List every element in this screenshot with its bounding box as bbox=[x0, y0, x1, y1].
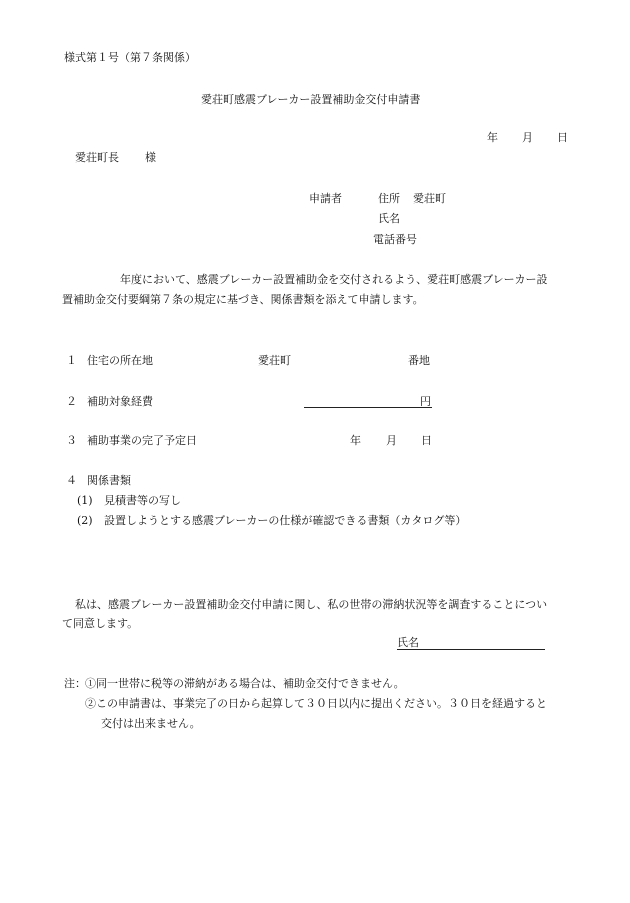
item-4-sub-2-text: 設置しようとする感震ブレーカーの仕様が確認できる書類（カタログ等） bbox=[104, 514, 467, 527]
item-3-year: 年 bbox=[350, 434, 361, 447]
date-month-label: 月 bbox=[522, 131, 533, 144]
form-number: 様式第１号（第７条関係） bbox=[64, 51, 196, 64]
intro-line-2: 置補助金交付要綱第７条の規定に基づき、関係書類を添えて申請します。 bbox=[62, 293, 424, 306]
consent-name-label: 氏名 bbox=[397, 636, 419, 649]
item-1-suffix: 番地 bbox=[408, 354, 430, 367]
note-2-continued: 交付は出来ません。 bbox=[101, 717, 201, 730]
item-4-number: ４ bbox=[66, 474, 77, 487]
applicant-label: 申請者 bbox=[309, 192, 342, 205]
consent-line-1: 私は、感震ブレーカー設置補助金交付申請に関し、私の世帯の滞納状況等を調査することについ bbox=[75, 598, 548, 611]
applicant-name-label: 氏名 bbox=[378, 212, 400, 225]
applicant-phone-label: 電話番号 bbox=[373, 233, 417, 246]
form-title: 愛荘町感震ブレーカー設置補助金交付申請書 bbox=[201, 93, 421, 106]
item-1-label: 住宅の所在地 bbox=[87, 354, 153, 367]
note-2: ②この申請書は、事業完了の日から起算して３０日以内に提出ください。３０日を経過すると bbox=[85, 697, 547, 710]
item-2-unit: 円 bbox=[420, 395, 431, 408]
item-4-sub-2-number: (2) bbox=[77, 514, 93, 527]
item-4-sub-1-text: 見積書等の写し bbox=[104, 494, 181, 507]
date-day-label: 日 bbox=[557, 131, 568, 144]
intro-line-1: 年度において、感震ブレーカー設置補助金を交付されるよう、愛荘町感震ブレーカー設 bbox=[120, 273, 548, 286]
applicant-address-value: 愛荘町 bbox=[413, 192, 446, 205]
addressee-name: 愛荘町長 bbox=[75, 151, 119, 164]
item-3-day: 日 bbox=[421, 434, 432, 447]
item-2-number: ２ bbox=[66, 395, 77, 408]
applicant-address-label: 住所 bbox=[378, 192, 400, 205]
item-4-sub-1-number: (1) bbox=[77, 494, 93, 507]
item-4-label: 関係書類 bbox=[87, 474, 131, 487]
note-1: ①同一世帯に税等の滞納がある場合は、補助金交付できません。 bbox=[85, 677, 405, 690]
item-3-number: ３ bbox=[66, 434, 77, 447]
item-1-town: 愛荘町 bbox=[258, 354, 291, 367]
item-2-label: 補助対象経費 bbox=[87, 395, 153, 408]
item-3-month: 月 bbox=[386, 434, 397, 447]
notes-prefix: 注： bbox=[64, 677, 86, 690]
item-3-label: 補助事業の完了予定日 bbox=[87, 434, 197, 447]
consent-signature-line[interactable] bbox=[397, 649, 545, 650]
addressee-honorific: 様 bbox=[145, 151, 156, 164]
expense-amount-blank[interactable] bbox=[304, 407, 420, 408]
date-year-label: 年 bbox=[487, 131, 498, 144]
item-1-number: １ bbox=[66, 354, 77, 367]
consent-line-2: て同意します。 bbox=[62, 617, 139, 630]
expense-unit-underline bbox=[420, 407, 432, 408]
